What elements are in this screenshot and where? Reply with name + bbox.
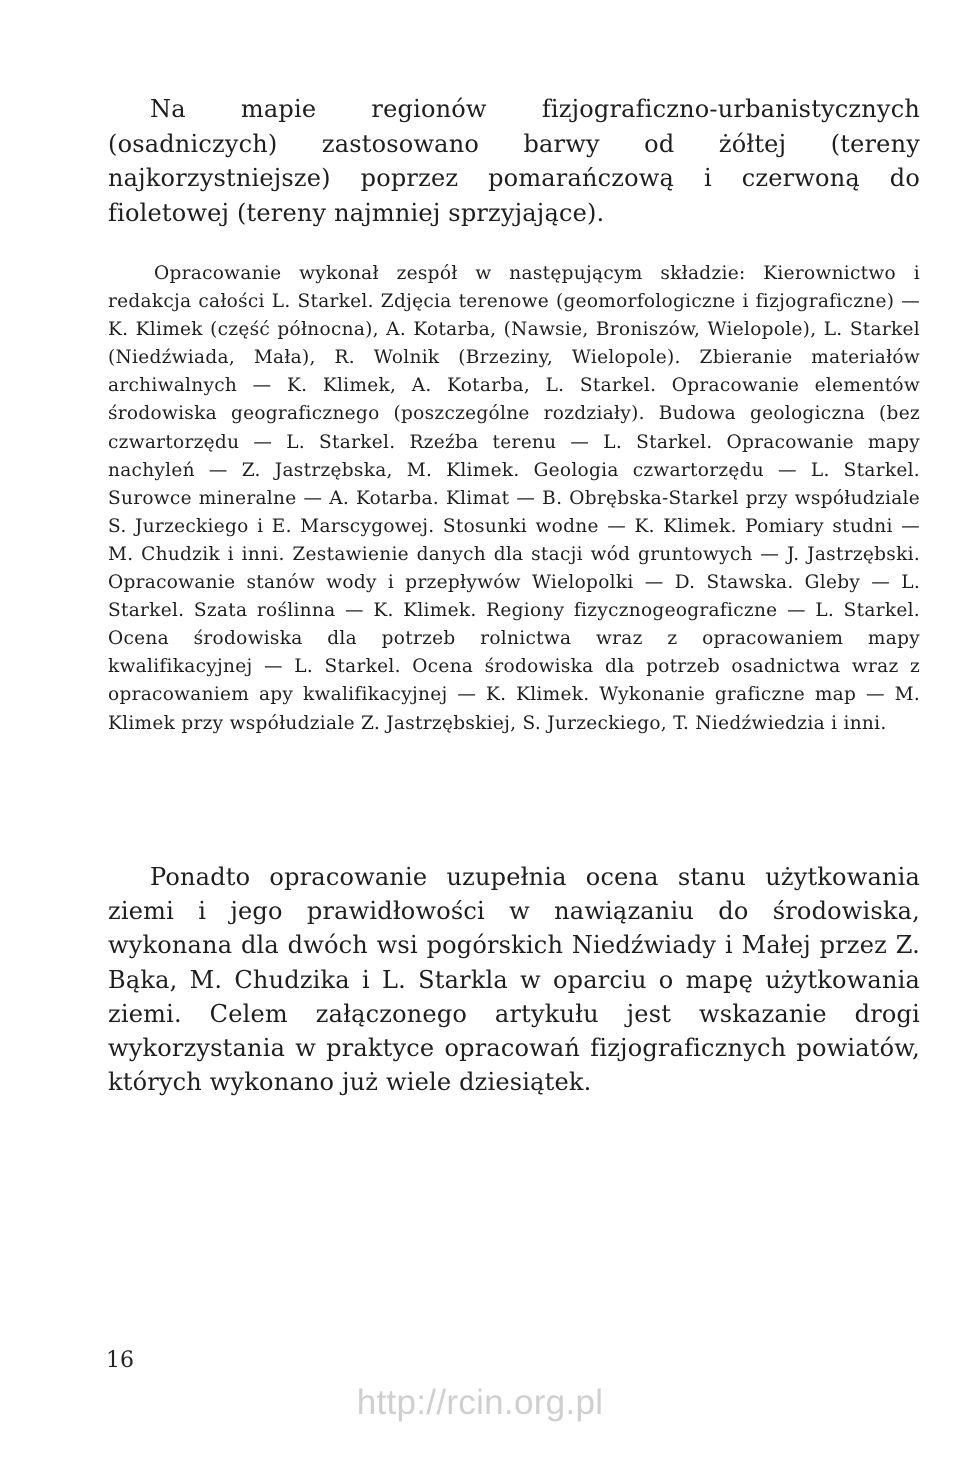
paragraph-authors: Opracowanie wykonał zespół w następującym składzie: Kierownictwo i redakcja całości L. Starkel. Zdjęcia terenowe (geomorfologiczne i fizjograficzne) — K. Klimek (część północna), A. Kotarba, (Nawsie, Broniszów, Wielopole), L. Starkel (Niedźwiada, Mała), R. Wolnik (Brzeziny, Wielopole). Zbieranie materiałów archiwalnych — K. Klimek, A. Kotarba, L. Starkel. Opracowanie elementów środowiska geograficznego (poszczególne rozdziały). Budowa geologiczna (bez czwartorzędu — L. Starkel. Rzeźba terenu — L. Starkel. Opracowanie mapy nachyleń — Z. Jastrzębska, M. Klimek. Geologia czwartorzędu — L. Starkel. Surowce mineralne — A. Kotarba. Klimat — B. Obrębska-Starkel przy współudziale S. Jurzeckiego i E. Marscygowej. Stosunki wodne — K. Klimek. Pomiary studni — M. Chudzik i inni. Zestawienie danych dla stacji wód gruntowych — J. Jastrzębski. Opracowanie stanów wody i przepływów Wielopolki — D. Stawska. Gleby — L. Starkel. Szata roślinna — K. Klimek. Regiony fizycznogeograficzne — L. Starkel. Ocena środowiska dla potrzeb rolnictwa wraz z opracowaniem mapy kwalifikacyjnej — L. Starkel. Ocena środowiska dla potrzeb osadnictwa wraz z opracowaniem apy kwalifikacyjnej — K. Klimek. Wykonanie graficzne map — M. Klimek przy współudziale Z. Jastrzębskiej, S. Jurzeckiego, T. Niedźwiedzia i inni.	[108, 263, 920, 734]
paragraph-map-colors: Na mapie regionów fizjograficzno-urbanistycznych (osadniczych) zastosowano barwy od żółtej (tereny najkorzystniejsze) poprzez pomarańczową i czerwoną do fioletowej (tereny najmniej sprzyjające).	[108, 95, 920, 227]
page-number: 16	[106, 1348, 134, 1373]
paragraph-land-use: Ponadto opracowanie uzupełnia ocena stanu użytkowania ziemi i jego prawidłowości w nawiązaniu do środowiska, wykonana dla dwóch wsi pogórskich Niedźwiady i Małej przez Z. Bąka, M. Chudzika i L. Starkla w oparciu o mapę użytkowania ziemi. Celem załączonego artykułu jest wskazanie drogi wykorzystania w praktyce opracowań fizjograficznych powiatów, których wykonano już wiele dziesiątek.	[108, 863, 920, 1097]
source-watermark: http://rcin.org.pl	[356, 1383, 604, 1422]
